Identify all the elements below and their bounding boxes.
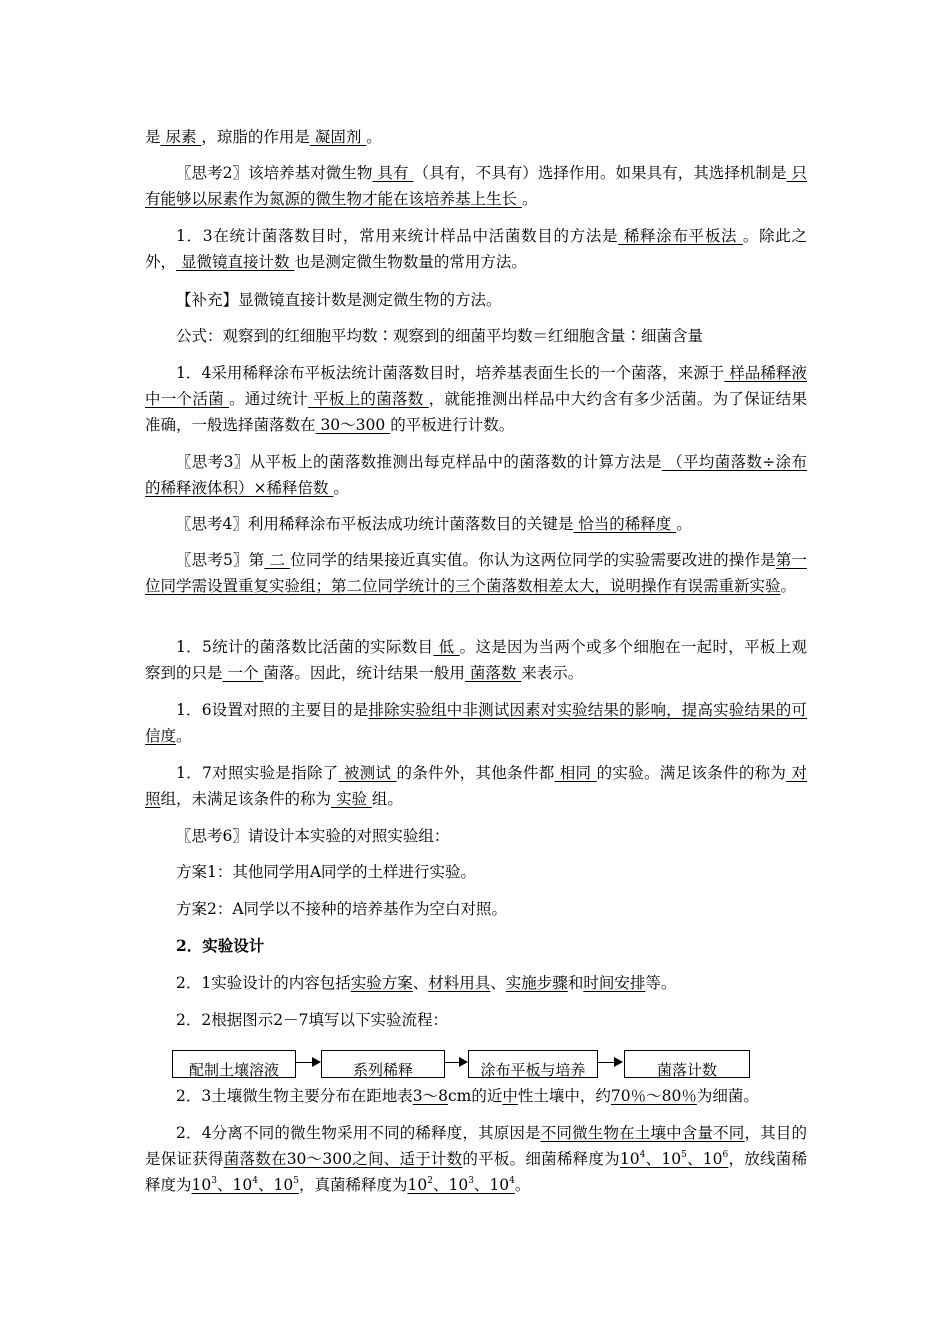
- paragraph-2-3: [145, 1083, 807, 1109]
- text: 是: [145, 128, 161, 146]
- text: 等。: [645, 974, 677, 992]
- text: 、: [473, 1176, 490, 1194]
- paragraph-think-3: [145, 449, 807, 501]
- text: 、: [412, 974, 429, 992]
- text: 菌落。因此，统计结果一般用: [263, 664, 465, 682]
- paragraph-think-2: [145, 160, 807, 212]
- flow-arrow-icon: [444, 1062, 466, 1063]
- answer-blank: 实验方案: [350, 974, 413, 992]
- text: 、: [686, 1150, 703, 1168]
- text: 和: [567, 974, 584, 992]
- text: 【补充】显微镜直接计数是测定微生物的方法。: [176, 291, 502, 309]
- answer-blank: （平均菌落数÷涂布的稀释液体积）×稀释倍数: [145, 453, 807, 497]
- flow-step-3: 涂布平板与培养: [468, 1050, 598, 1078]
- paragraph-think-6: [145, 823, 807, 849]
- flow-step-4: 菌落计数: [624, 1050, 750, 1078]
- text: 〖思考4〗利用稀释涂布平板法成功统计菌落数目的关键是: [176, 515, 574, 533]
- answer-blank: 中: [502, 1087, 518, 1105]
- exponent: 4: [509, 1176, 515, 1186]
- flow-arrow-icon: [295, 1062, 319, 1063]
- flow-arrow-icon: [597, 1062, 621, 1063]
- answer-blank: 相同: [554, 764, 597, 782]
- text: 组。: [371, 790, 403, 808]
- answer-blank: 3～8: [412, 1087, 448, 1105]
- text: 、: [257, 1176, 274, 1194]
- text: 的实验。满足该条件的称为: [596, 764, 787, 782]
- paragraph-supplement: [145, 287, 807, 313]
- exponent: 5: [681, 1150, 687, 1160]
- text: 。这是因为当两个或多个细胞在一起时，平板上观察到的只是: [145, 638, 807, 682]
- text: 1．6设置对照的主要目的是: [176, 701, 369, 719]
- text: 1．5统计的菌落数比活菌的实际数目: [176, 638, 434, 656]
- answer-blank: 70％～80％: [610, 1087, 697, 1105]
- text: 2．2根据图示2－7填写以下实验流程：: [176, 1011, 448, 1029]
- paragraph-1-5: [145, 634, 807, 686]
- paragraph-1-7: [145, 760, 807, 812]
- text: 10: [619, 1150, 640, 1168]
- text: ，就能推测出样品中大约含有多少活菌。为了保证结果准确，一般选择菌落数在: [145, 390, 807, 434]
- text: 公式：观察到的红细胞平均数∶观察到的细菌平均数＝红细胞含量∶细菌含量: [176, 327, 704, 345]
- text: 。: [514, 1176, 531, 1194]
- answer-blank: 菌落数: [464, 664, 522, 682]
- text: 方案2：A同学以不接种的培养基作为空白对照。: [176, 900, 508, 918]
- text: 2．4分离不同的微生物采用不同的稀释度，其原因是: [176, 1124, 541, 1142]
- answer-blank: 不同微生物在土壤中含量不同: [540, 1124, 745, 1142]
- text: 来表示。: [521, 664, 584, 682]
- text: 、: [432, 1176, 449, 1194]
- paragraph-think-5: [145, 547, 807, 599]
- text: 为细菌。: [696, 1087, 759, 1105]
- answer-blank: 对照: [145, 764, 807, 808]
- answer-blank: 样品稀释液中一个活菌: [145, 364, 807, 408]
- answer-blank: 材料用具: [428, 974, 491, 992]
- text: 2．3土壤微生物主要分布在距地表: [176, 1087, 413, 1105]
- text: ，其目的是保证获得: [145, 1124, 807, 1168]
- text: cm的近: [447, 1087, 503, 1105]
- answer-blank: 时间安排: [583, 974, 646, 992]
- text: 10: [448, 1176, 469, 1194]
- exponent: 4: [252, 1176, 258, 1186]
- text: 性土壤中，约: [517, 1087, 611, 1105]
- text: 的条件外，其他条件都: [396, 764, 555, 782]
- text: 1．3在统计菌落数目时，常用来统计样品中活菌数目的方法是: [176, 227, 619, 245]
- answer-blank: 一个: [222, 664, 264, 682]
- text: 的平板。细菌稀释度为: [462, 1150, 620, 1168]
- text: 。: [333, 479, 349, 497]
- answer-blank: 稀释涂布平板法: [618, 227, 743, 245]
- exponent: 3: [211, 1176, 217, 1186]
- text: 10: [232, 1176, 253, 1194]
- exponent: 4: [639, 1150, 646, 1160]
- text: 。: [676, 515, 692, 533]
- paragraph-plan-1: [145, 859, 807, 885]
- text: （具有，不具有）选择作用。如果具有，其选择机制是: [413, 164, 787, 182]
- answer-blank: 被测试: [338, 764, 397, 782]
- text: 、: [490, 974, 506, 992]
- text: 方案1：其他同学用A同学的土样进行实验。: [176, 863, 477, 881]
- exponent: 2: [427, 1176, 433, 1186]
- answer-blank: 具有: [372, 164, 414, 182]
- answer-blank: 二: [264, 551, 291, 569]
- answer-blank: 第一位同学需设置重复实验组；第二位同学统计的三个菌落数相差太大，说明操作有误需重新实验: [145, 551, 807, 595]
- text: 位同学的结果接近真实值。你认为这两位同学的实验需要改进的操作是: [290, 551, 776, 569]
- text: 10: [489, 1176, 510, 1194]
- paragraph-1-4: [145, 360, 807, 438]
- text: ，放线菌稀释度为: [145, 1150, 807, 1194]
- answer-blank: 排除实验组中非测试因素对实验结果的影响，提高实验结果的可信度: [145, 701, 807, 745]
- text: 10: [191, 1176, 212, 1194]
- answer-blank: 低: [433, 638, 460, 656]
- flow-step-1: 配制土壤溶液: [172, 1050, 296, 1078]
- paragraph-1-3: [145, 223, 807, 275]
- paragraph-urea: [145, 124, 807, 150]
- heading-text: 2．实验设计: [176, 936, 265, 955]
- text: 组，未满足该条件的称为: [160, 790, 332, 808]
- text: 10: [407, 1176, 428, 1194]
- text: 。通过统计: [229, 390, 308, 408]
- answer-blank: 恰当的稀释度: [573, 515, 677, 533]
- text: 。: [366, 128, 382, 146]
- text: 10: [702, 1150, 723, 1168]
- bacteria-dilution: [620, 1150, 728, 1168]
- text: 。: [780, 577, 797, 595]
- exponent: 6: [722, 1150, 729, 1160]
- paragraph-think-4: [145, 511, 807, 537]
- text: ，真菌稀释度为: [298, 1176, 408, 1194]
- text: 〖思考6〗请设计本实验的对照实验组：: [176, 827, 450, 845]
- answer-blank: 实施步骤: [505, 974, 568, 992]
- answer-blank: 平板上的菌落数: [307, 390, 429, 408]
- paragraph-1-6: [145, 697, 807, 749]
- paragraph-2-4: [145, 1120, 807, 1198]
- text: 10: [661, 1150, 682, 1168]
- text: 。: [521, 190, 538, 208]
- fungi-dilution: [407, 1176, 514, 1194]
- text: 1．7对照实验是指除了: [176, 764, 339, 782]
- text: 10: [273, 1176, 294, 1194]
- text: 2．1实验设计的内容包括: [176, 974, 351, 992]
- text: 、: [216, 1176, 233, 1194]
- text: 、: [645, 1150, 662, 1168]
- paragraph-2-2: [145, 1007, 807, 1033]
- answer-blank: 显微镜直接计数: [176, 253, 295, 271]
- paragraph-2-1: [145, 970, 807, 996]
- paragraph-plan-2: [145, 896, 807, 922]
- exponent: 3: [468, 1176, 474, 1186]
- answer-blank: 凝固剂: [309, 128, 367, 146]
- answer-blank: 实验: [331, 790, 372, 808]
- text: 〖思考5〗第: [176, 551, 265, 569]
- text: 的平板进行计数。: [390, 416, 515, 434]
- text: 〖思考2〗该培养基对微生物: [176, 164, 373, 182]
- answer-blank: 只有能够以尿素作为氮源的微生物才能在该培养基上生长: [145, 164, 807, 208]
- paragraph-formula: [145, 323, 807, 349]
- text: 。除此之外，: [145, 227, 807, 271]
- answer-blank: 菌落数在30～300之间、适于计数: [223, 1150, 463, 1168]
- text: 〖思考3〗从平板上的菌落数推测出每克样品中的菌落数的计算方法是: [176, 453, 662, 471]
- flow-step-2: 系列稀释: [321, 1050, 445, 1078]
- text: 。: [176, 727, 192, 745]
- text: 1．4采用稀释涂布平板法统计菌落数目时，培养基表面生长的一个菌落，来源于: [176, 364, 725, 382]
- text: ，琼脂的作用是: [201, 128, 310, 146]
- answer-blank: 尿素: [160, 128, 202, 146]
- text: 也是测定微生物数量的常用方法。: [294, 253, 527, 271]
- section-heading-experiment-design: [145, 933, 807, 959]
- exponent: 5: [293, 1176, 299, 1186]
- answer-blank: 30～300: [315, 416, 391, 434]
- actinomycete-dilution: [192, 1176, 299, 1194]
